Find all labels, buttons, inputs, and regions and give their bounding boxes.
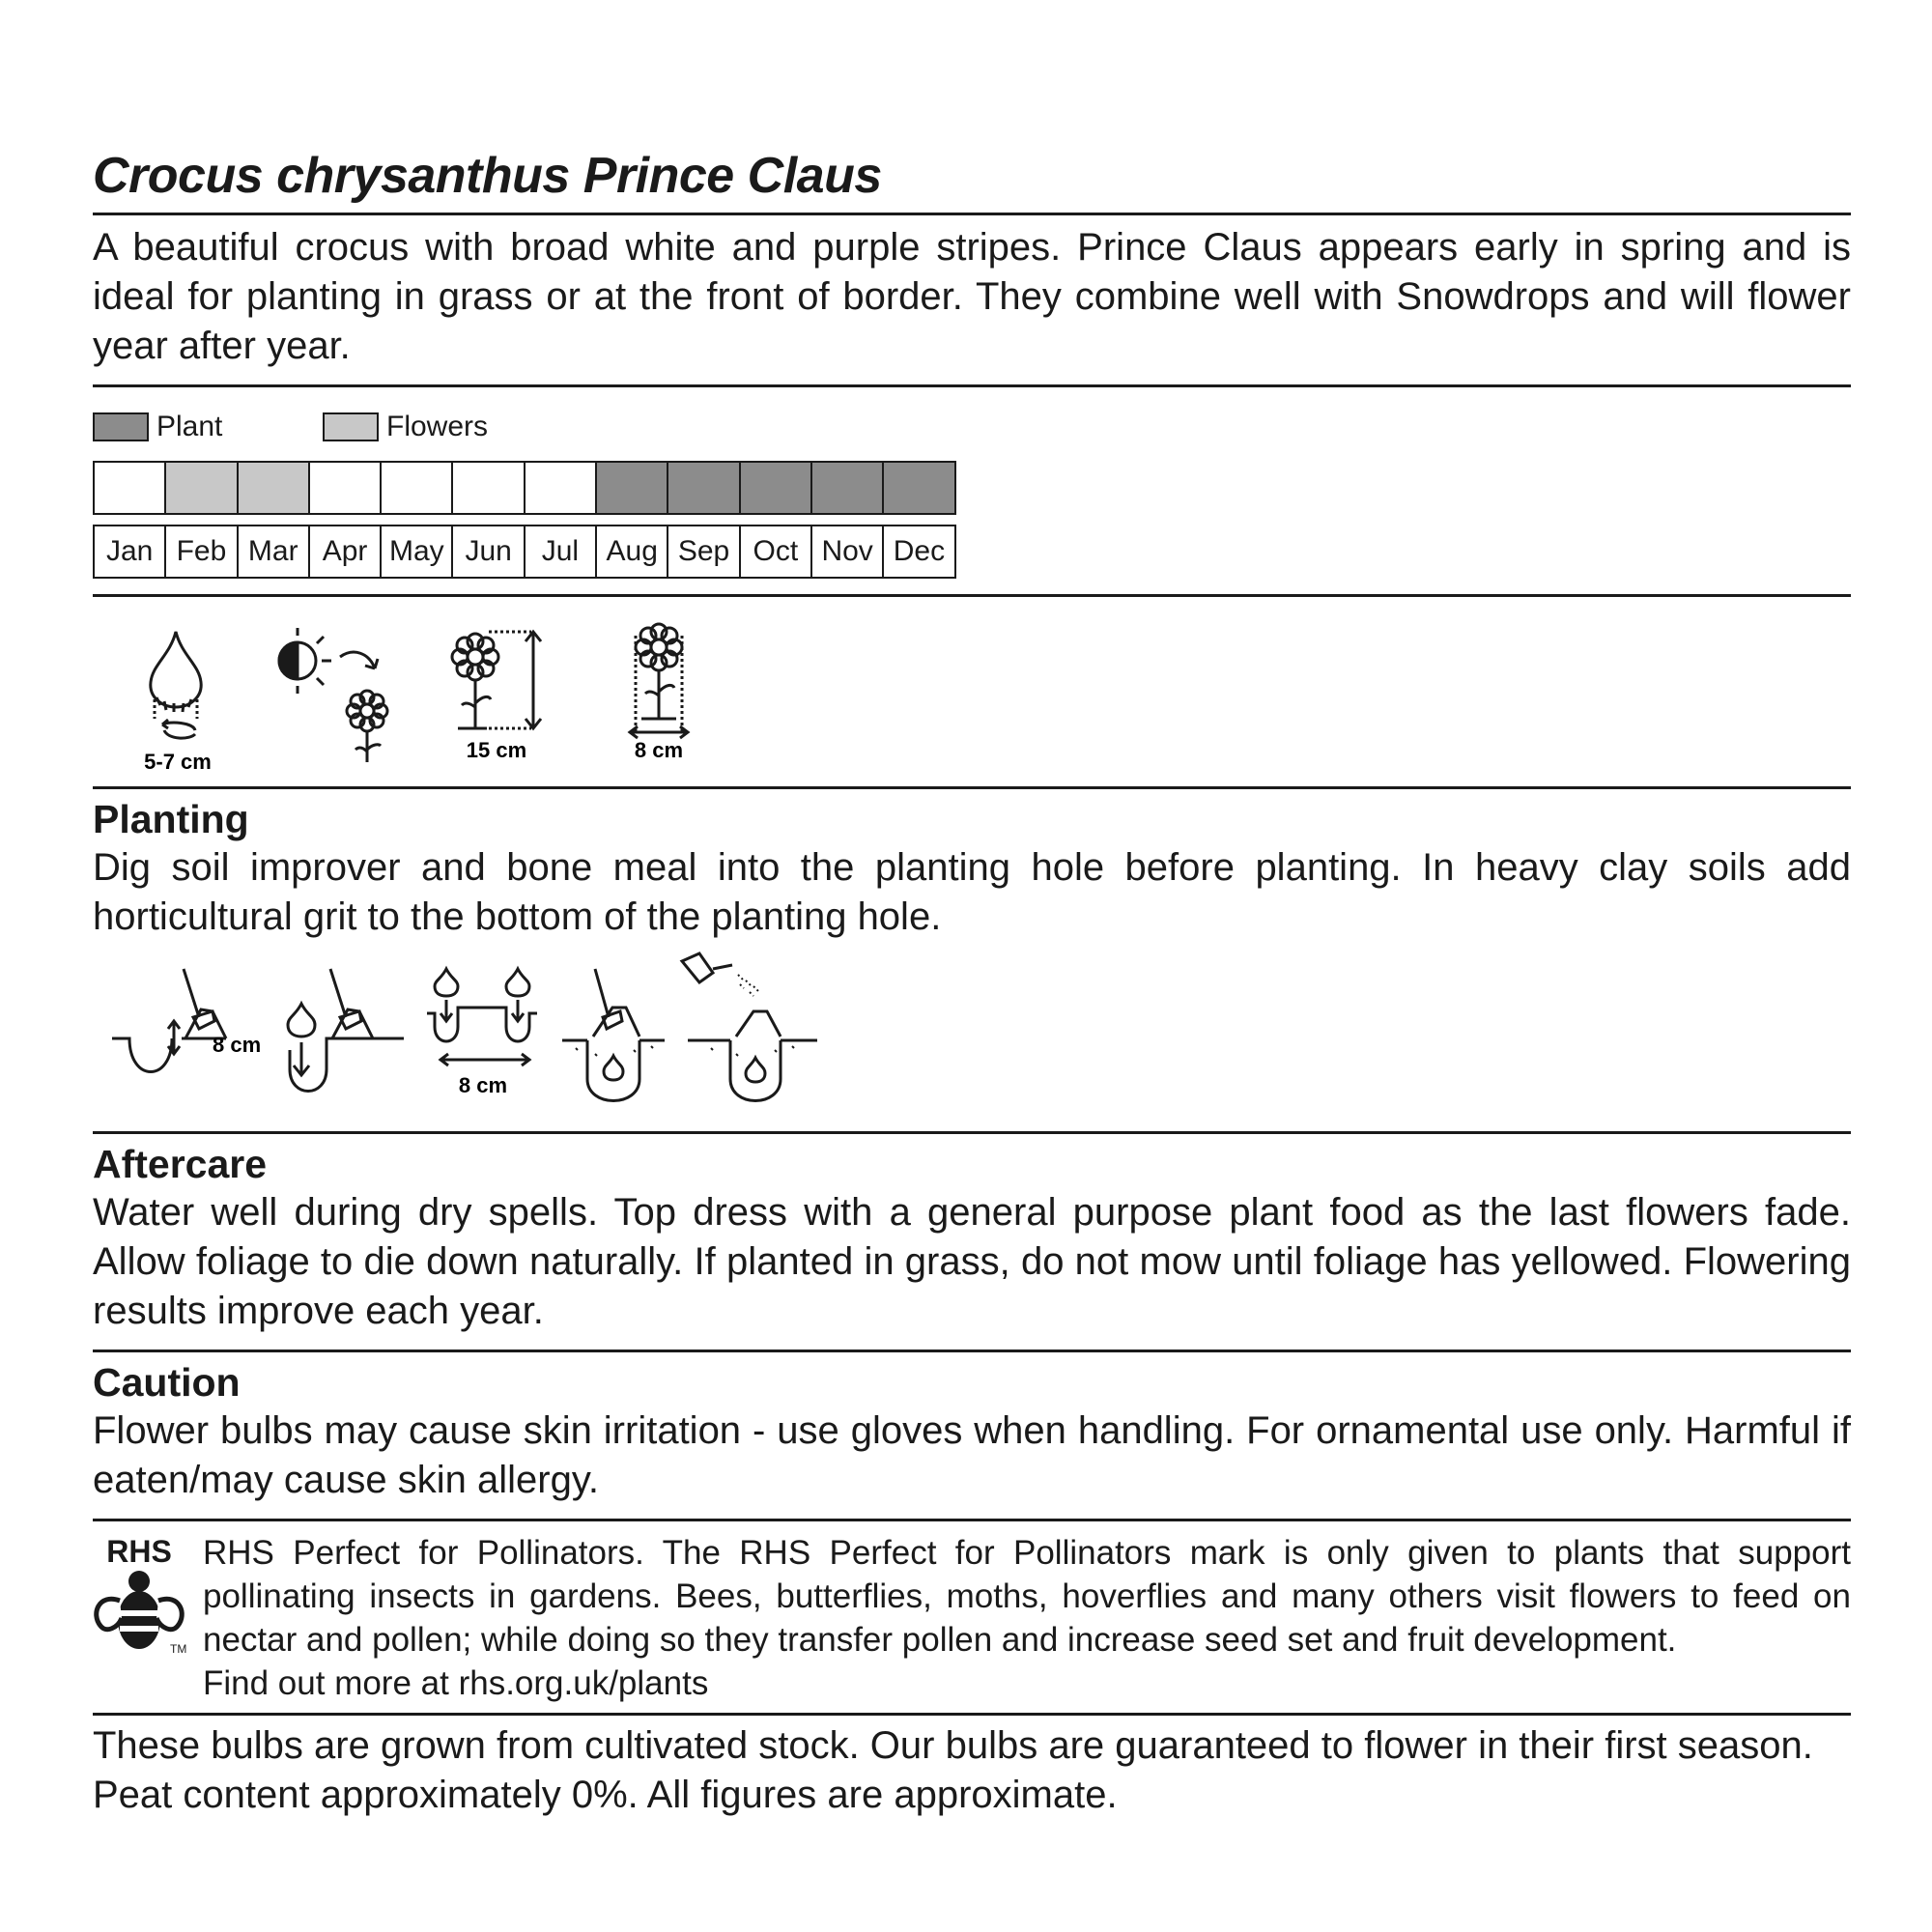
calendar-bar-jun — [451, 461, 525, 515]
divider — [93, 1713, 1851, 1716]
trademark-symbol: TM — [170, 1642, 187, 1656]
rhs-bee-logo — [93, 1533, 189, 1659]
product-label — [93, 145, 1851, 1820]
planting-calendar — [93, 461, 978, 579]
rhs-pollinators-block — [93, 1521, 1851, 1705]
cover-bulb-icon — [562, 969, 665, 1101]
calendar-bar-may — [380, 461, 453, 515]
calendar-bar-apr — [308, 461, 382, 515]
caution-text: Flower bulbs may cause skin irritation - use gloves when handling. For ornamental use only. Harmful if eaten/may cause skin allergy. — [93, 1409, 1851, 1501]
step3-spacing-label: 8 cm — [458, 1073, 508, 1097]
calendar-bar-feb — [164, 461, 238, 515]
rhs-title: RHS Perfect for Pollinators — [203, 1534, 636, 1572]
calendar-bar-sep — [667, 461, 740, 515]
divider — [93, 1131, 1851, 1134]
legend-flowers-label: Flowers — [386, 411, 489, 442]
aftercare-heading: Aftercare — [93, 1142, 268, 1186]
calendar-bar-aug — [595, 461, 668, 515]
sun-partial-shade-icon — [279, 628, 378, 694]
caution-heading: Caution — [93, 1360, 241, 1405]
rhs-description — [203, 1531, 1851, 1705]
rhs-logo-text: RHS — [106, 1534, 172, 1569]
calendar-month-sep: Sep — [667, 525, 740, 579]
rhs-logo — [93, 1533, 189, 1663]
planting-steps-svg — [93, 942, 923, 1131]
legend-flowers-swatch — [323, 412, 379, 441]
spacing-icon — [630, 624, 688, 738]
calendar-bar-jan — [93, 461, 166, 515]
bulb-icon — [151, 632, 201, 738]
calendar-bar-mar — [237, 461, 310, 515]
calendar-month-dec: Dec — [882, 525, 955, 579]
bee-icon — [97, 1571, 183, 1649]
watering-can-icon — [682, 953, 817, 1101]
page-title: Crocus chrysanthus Prince Claus — [93, 148, 882, 204]
spacing-label: 8 cm — [634, 738, 684, 762]
calendar-month-may: May — [380, 525, 453, 579]
rhs-link-prefix: Find out more at — [203, 1664, 459, 1702]
growing-info-svg — [93, 597, 769, 786]
footer-text: These bulbs are grown from cultivated stock. Our bulbs are guaranteed to flower in their first season. Peat content approximately 0%. All figures are approximate. — [93, 1724, 1813, 1816]
planting-depth-label: 5-7 cm — [144, 750, 212, 774]
calendar-bar-dec — [882, 461, 955, 515]
height-label: 15 cm — [466, 738, 527, 762]
legend-plant-swatch — [93, 412, 149, 441]
calendar-legend — [93, 387, 1851, 451]
divider — [93, 786, 1851, 789]
calendar-month-apr: Apr — [308, 525, 382, 579]
rhs-body: . The RHS Perfect for Pollinators mark is only given to plants that support pollinating insects in gardens. Bees, butterflies, moths, hoverflies and many others visit flowers to feed on nectar and pollen; while doing so they transfer pollen and increase seed set and fruit development. — [203, 1534, 1851, 1659]
height-icon — [452, 632, 541, 728]
calendar-month-aug: Aug — [595, 525, 668, 579]
calendar-month-feb: Feb — [164, 525, 238, 579]
calendar-month-jan: Jan — [93, 525, 166, 579]
planting-text: Dig soil improver and bone meal into the planting hole before planting. In heavy clay soils add horticultural grit to the bottom of the planting hole. — [93, 846, 1851, 938]
dig-hole-icon — [112, 969, 226, 1072]
planting-steps — [93, 942, 1851, 1131]
planting-heading: Planting — [93, 797, 249, 841]
step1-depth-label: 8 cm — [213, 1033, 262, 1057]
legend-plant — [93, 411, 222, 443]
calendar-bar-oct — [739, 461, 812, 515]
calendar-months — [93, 525, 978, 579]
calendar-month-nov: Nov — [810, 525, 884, 579]
caution-section — [93, 1358, 1851, 1519]
divider — [93, 213, 1851, 215]
calendar-bar-jul — [524, 461, 597, 515]
calendar-bar-nov — [810, 461, 884, 515]
legend-flowers — [323, 411, 488, 443]
growing-info-icons — [93, 597, 1851, 786]
planting-section — [93, 795, 1851, 1131]
calendar-bars — [93, 461, 978, 515]
aftercare-text: Water well during dry spells. Top dress with a general purpose plant food as the last flowers fade. Allow foliage to die down naturally. If planted in grass, do not mow until foliage has yellowed. Flowering results improve each year. — [93, 1191, 1851, 1332]
calendar-month-mar: Mar — [237, 525, 310, 579]
aftercare-section — [93, 1140, 1851, 1350]
calendar-month-jun: Jun — [451, 525, 525, 579]
legend-plant-label: Plant — [156, 411, 223, 442]
calendar-month-oct: Oct — [739, 525, 812, 579]
place-bulb-icon — [288, 969, 404, 1092]
flower-icon — [347, 691, 387, 762]
product-description: A beautiful crocus with broad white and purple stripes. Prince Claus appears early in spring and is ideal for planting in grass or at the front of border. They combine well with Snowdrops and will flower year after year. — [93, 226, 1851, 367]
calendar-month-jul: Jul — [524, 525, 597, 579]
bulb-spacing-icon — [427, 969, 537, 1065]
rhs-link[interactable]: rhs.org.uk/plants — [458, 1664, 709, 1702]
divider — [93, 1350, 1851, 1352]
